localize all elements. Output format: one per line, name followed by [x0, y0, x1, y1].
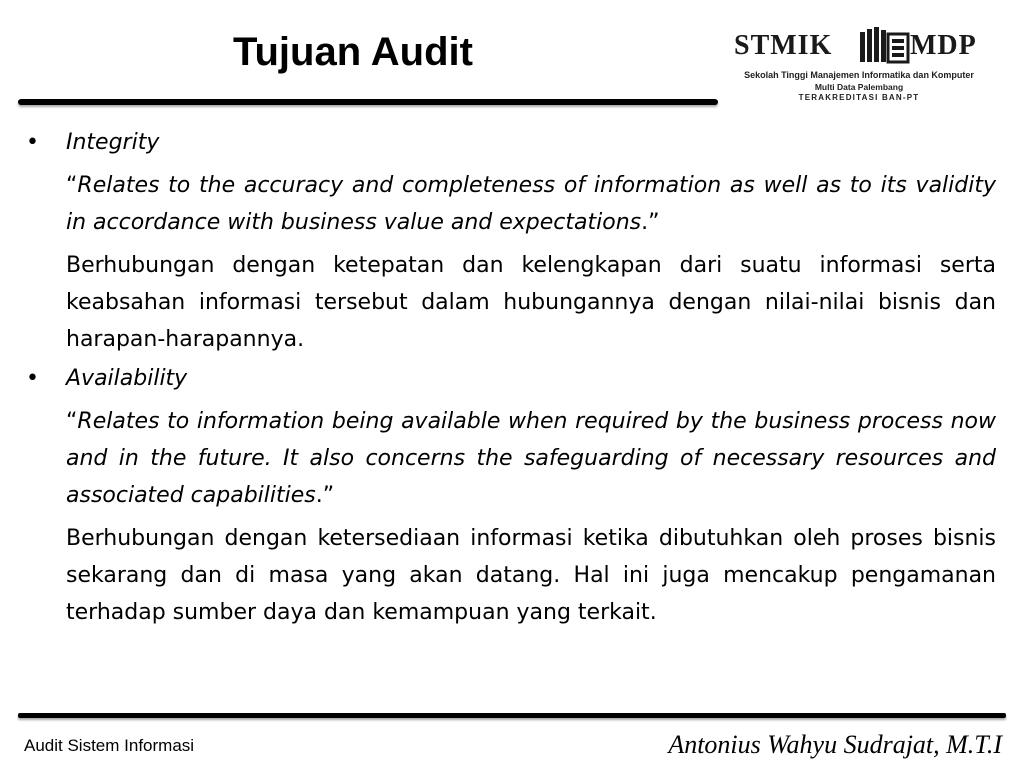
- quote-close: .”: [641, 210, 660, 235]
- footer-course-name: Audit Sistem Informasi: [24, 736, 195, 755]
- logo-word-stmik: STMIK: [734, 30, 833, 61]
- definition-english: [24, 167, 996, 241]
- bullet-item-integrity: [24, 124, 996, 161]
- definition-english: [24, 403, 996, 514]
- quote-close: .”: [315, 483, 335, 508]
- bullet-icon: •: [26, 130, 39, 155]
- bullet-term: Availability: [66, 366, 188, 391]
- institution-logo: [728, 26, 990, 106]
- logo-emblem-icon: [858, 26, 910, 70]
- bullet-item-availability: [24, 360, 996, 397]
- bullet-icon: •: [26, 366, 39, 391]
- logo-tagline-2: Multi Data Palembang: [814, 82, 904, 92]
- definition-indonesian: Berhubungan dengan ketepatan dan kelengkapan dari suatu informasi serta keabsahan informasi tersebut dalam hubungannya dengan nilai-nilai bisnis dan harapan-harapannya.: [66, 253, 996, 352]
- logo-tagline-3: TERAKREDITASI BAN-PT: [798, 93, 920, 102]
- definition-english-text: Relates to information being available when required by the business process now and in the future. It also concerns the safeguarding of necessary resources and associated capabilities: [66, 409, 996, 508]
- bullet-term: Integrity: [66, 130, 160, 155]
- logo-word-mdp: MDP: [910, 30, 977, 61]
- title-underline: [18, 99, 718, 105]
- footer-author: Antonius Wahyu Sudrajat, M.T.I: [668, 730, 1002, 759]
- definition-english-text: Relates to the accuracy and completeness of information as well as to its validity in accordance with business value and expectations: [66, 173, 996, 235]
- quote-open: “: [66, 409, 78, 434]
- definition-indonesian: Berhubungan dengan ketersediaan informasi ketika dibutuhkan oleh proses bisnis sekarang dan di masa yang akan datang. Hal ini juga mencakup pengamanan terhadap sumber daya dan kemampuan yang terkait.: [66, 526, 996, 625]
- logo-tagline-1: Sekolah Tinggi Manajemen Informatika dan Komputer: [744, 70, 974, 80]
- slide-title: Tujuan Audit: [233, 30, 473, 74]
- quote-open: “: [66, 173, 78, 198]
- footer-divider: [18, 713, 1006, 718]
- slide-body: [24, 124, 996, 631]
